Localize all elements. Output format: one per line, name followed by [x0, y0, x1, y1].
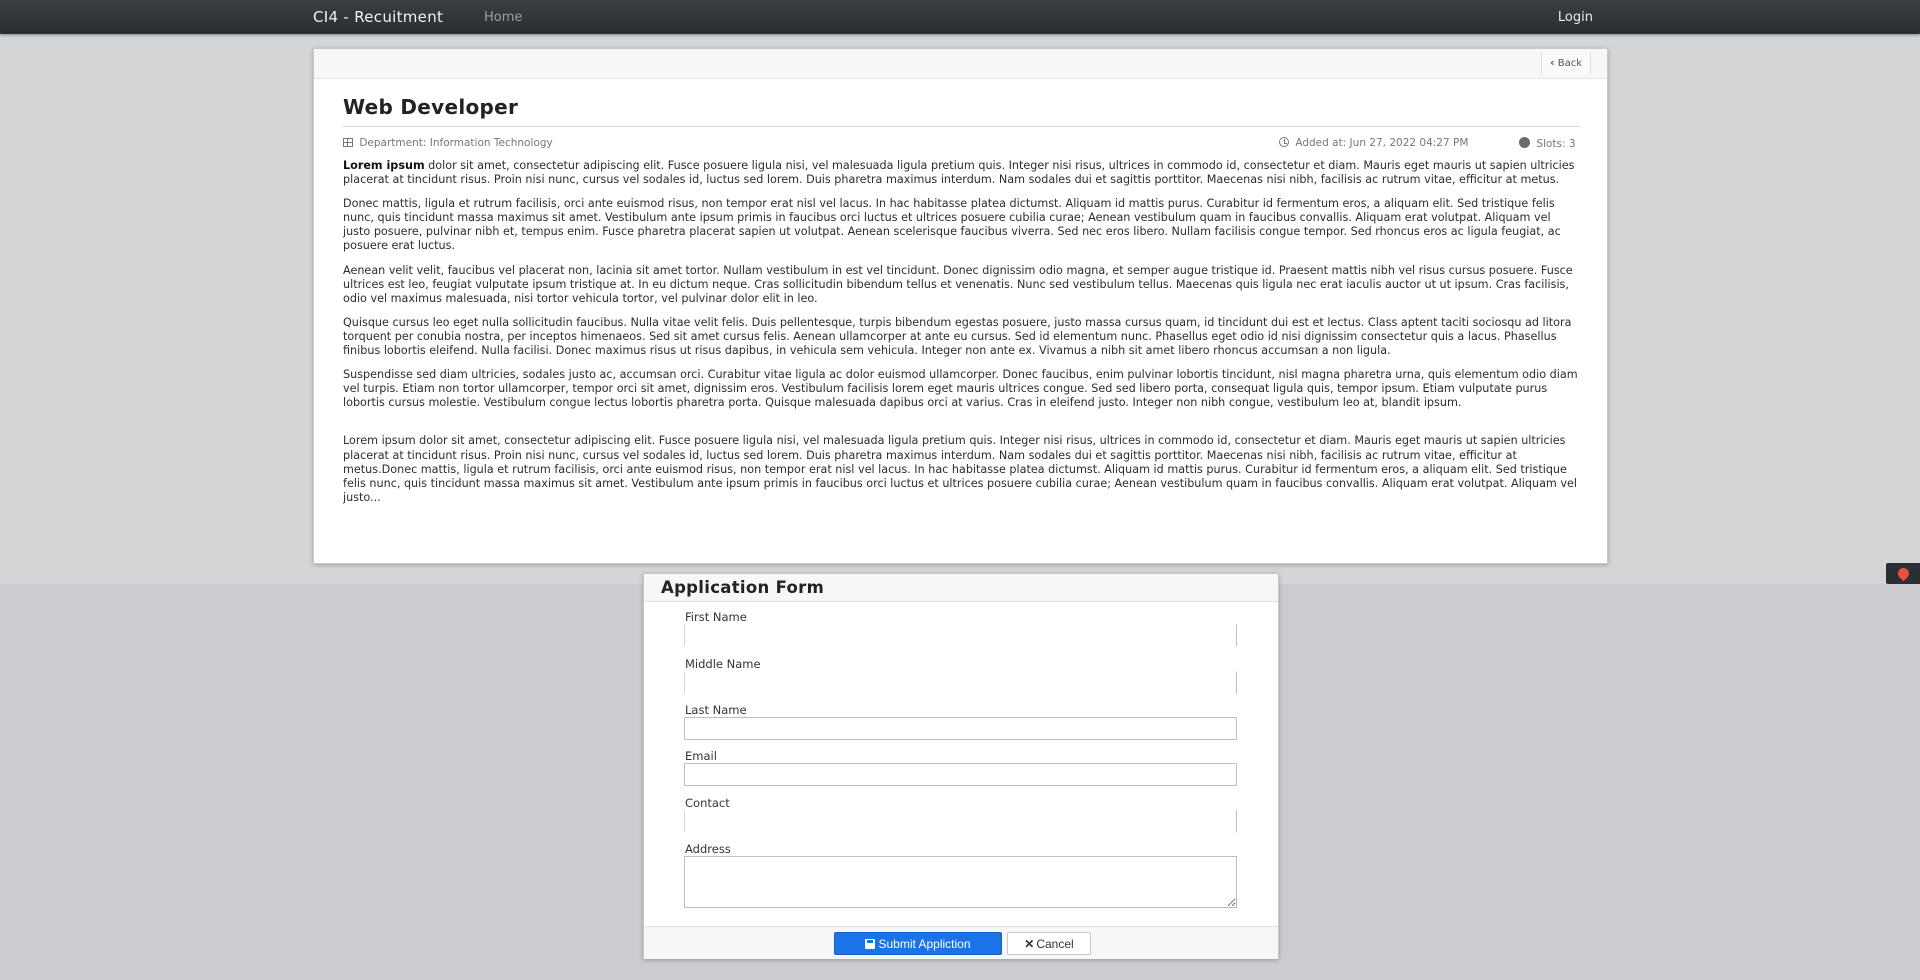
close-icon: ✕: [1024, 936, 1035, 951]
last-name-label: Last Name: [685, 703, 747, 717]
job-department: [343, 137, 553, 149]
form-title: Application Form: [661, 578, 825, 597]
chevron-left-icon: ‹: [1549, 56, 1555, 69]
title-divider: [343, 126, 1580, 127]
description-paragraph: Donec mattis, ligula et rutrum facilisis, orci ante euismod risus, non tempor erat nisl vel lacus. In hac habitasse platea dictumst. Aliquam id mattis purus. Curabitur id fermentum eros, a aliquam elit. Sed tristique felis nunc, quis tincidunt massa maximus sit amet. Vestibulum ante ipsum primis in faucibus orci luctus et ultrices posuere cubilia curae; Aenean vestibulum quam in faucibus convallis. Aliquam erat volutpat. Aliquam vel justo posuere, pulvinar nibh et, tempus enim. Fusce pharetra placerat sapien ut volutpat. Aenean scelerisque faucibus viverra. Sed nec eros libero. Nullam facilisis congue tempor. Sed rhoncus eros ac ligula feugiat, ac posuere erat luctus.: [343, 197, 1561, 253]
nav-home-link[interactable]: Home: [484, 10, 523, 25]
submit-application-button[interactable]: [834, 932, 1002, 955]
contact-label: Contact: [685, 796, 730, 810]
job-slots: [1519, 137, 1576, 150]
address-textarea[interactable]: [684, 856, 1237, 908]
top-navbar: [0, 0, 1920, 34]
description-lead: Lorem ipsum: [343, 159, 425, 172]
debug-toolbar-toggle[interactable]: [1886, 563, 1920, 584]
table-icon: [343, 138, 353, 147]
description-paragraph: Suspendisse sed diam ultricies, sodales justo ac, accumsan orci. Curabitur vitae ligula ac dolor euismod ullamcorper. Donec faucibus, enim pulvinar lobortis tincidunt, nisl magna pharetra urna, quis elementum odio diam vel turpis. Etiam non tortor ullamcorper, tempor orci sit amet, dignissim eros. Vestibulum facilisis lorem eget mauris ultrices congue. Sed sed libero porta, consequat ligula quis, tempor ipsum. Etiam vulputate purus lobortis cursus molestie. Vestibulum congue lectus lobortis pharetra porta. Quisque malesuada dapibus orci at varius. Cras in eleifend justo. Integer non nibh congue, vestibulum leo at, blandit ipsum.: [343, 368, 1578, 410]
job-title: Web Developer: [343, 95, 519, 119]
first-name-input[interactable]: [684, 624, 1237, 647]
job-card-header: [314, 49, 1607, 79]
back-button[interactable]: [1541, 53, 1591, 74]
job-added-at: [1279, 137, 1468, 149]
address-label: Address: [685, 842, 731, 856]
job-detail-card: [313, 48, 1608, 564]
clock-icon: [1279, 137, 1289, 147]
description-paragraph: Aenean velit velit, faucibus vel placerat non, lacinia sit amet tortor. Nullam vestibulum in est vel tincidunt. Donec dignissim odio magna, et semper augue tristique id. Praesent mattis nibh vel risus cursus posuere. Fusce ultrices est leo, feugiat vulputate ipsum tristique at. In eu dictum neque. Cras sollicitudin bibendum tellus et venenatis. Nunc sed vestibulum tellus. Maecenas quis ligula nec erat iaculis auctor ut ut ipsum. Cras facilisis, odio vel maximus malesuada, nisi tortor vehicula tortor, vel pulvinar dolor elit in leo.: [343, 263, 1573, 305]
flame-icon: [1896, 566, 1912, 582]
description-text: dolor sit amet, consectetur adipiscing elit. Fusce posuere ligula nisi, vel malesuada ligula pretium quis. Integer nisi risus, ultrices in commodo id, consectetur et diam. Mauris eget mauris ut sapien ultricies placerat at tincidunt risus. Proin nisi nunc, cursus vel sodales id, luctus sed lorem. Duis pharetra maximus interdum. Nam sodales dui et sagittis porttitor. Maecenas nisi nibh, facilisis ac rutrum vitae, efficitur at metus.: [343, 159, 1575, 187]
cancel-button[interactable]: [1007, 932, 1091, 955]
added-at-text: Added at: Jun 27, 2022 04:27 PM: [1295, 137, 1469, 149]
nav-login-link[interactable]: Login: [1557, 10, 1593, 25]
brand-link[interactable]: CI4 - Recuitment: [313, 8, 444, 26]
back-button-label: Back: [1557, 58, 1582, 69]
contact-input[interactable]: [684, 810, 1237, 833]
description-paragraph: Quisque cursus leo eget nulla sollicitudin faucibus. Nulla vitae velit felis. Duis pellentesque, turpis bibendum egestas posuere, justo massa cursus quam, id tincidunt dui est et lectus. Class aptent taciti sociosqu ad litora torquent per conubia nostra, per inceptos himenaeos. Sed sit amet cursus felis. Aenean ullamcorper at ante eu cursus. Sed id elementum nunc. Phasellus eget odio id nisi dignissim consectetur quis a lacus. Phasellus finibus lobortis eleifend. Nulla facilisi. Donec maximus risus ut risus dapibus, in vehicula sem vehicula. Integer non ante ex. Vivamus a nibh sit amet libero rhoncus accumsan a non ligula.: [343, 315, 1572, 358]
submit-button-label: Submit Appliction: [878, 936, 971, 951]
first-name-label: First Name: [685, 610, 747, 624]
save-icon: [865, 939, 875, 949]
middle-name-label: Middle Name: [685, 657, 761, 671]
description-paragraph: [343, 159, 1580, 187]
application-form-card: [643, 573, 1279, 959]
circle-icon: [1519, 137, 1530, 148]
department-text: Department: Information Technology: [359, 137, 553, 149]
cancel-button-label: Cancel: [1036, 936, 1074, 951]
middle-name-input[interactable]: [684, 671, 1237, 694]
last-name-input[interactable]: [684, 717, 1237, 740]
form-header: [644, 574, 1278, 602]
description-paragraph: Lorem ipsum dolor sit amet, consectetur adipiscing elit. Fusce posuere ligula nisi, vel malesuada ligula pretium quis. Integer nisi risus, ultrices in commodo id, consectetur et diam. Mauris eget mauris ut sapien ultricies placerat at tincidunt risus. Proin nisi nunc, cursus vel sodales id, luctus sed lorem. Duis pharetra maximus interdum. Nam sodales dui et sagittis porttitor. Maecenas nisi nibh, facilisis ac rutrum vitae, efficitur at metus.Donec mattis, ligula et rutrum facilisis, orci ante euismod risus, non tempor erat nisl vel lacus. In hac habitasse platea dictumst. Aliquam id mattis purus. Curabitur id fermentum eros, a aliquam elit. Sed tristique felis nunc, quis tincidunt massa maximus sit amet. Vestibulum ante ipsum primis in faucibus orci luctus et ultrices posuere cubilia curae; Aenean vestibulum quam in faucibus convallis. Aliquam erat volutpat. Aliquam vel justo...: [343, 434, 1577, 504]
form-footer: [644, 926, 1278, 959]
email-label: Email: [685, 749, 717, 763]
email-input[interactable]: [684, 763, 1237, 786]
slots-text: Slots: 3: [1536, 138, 1576, 150]
job-description: [343, 159, 1580, 557]
